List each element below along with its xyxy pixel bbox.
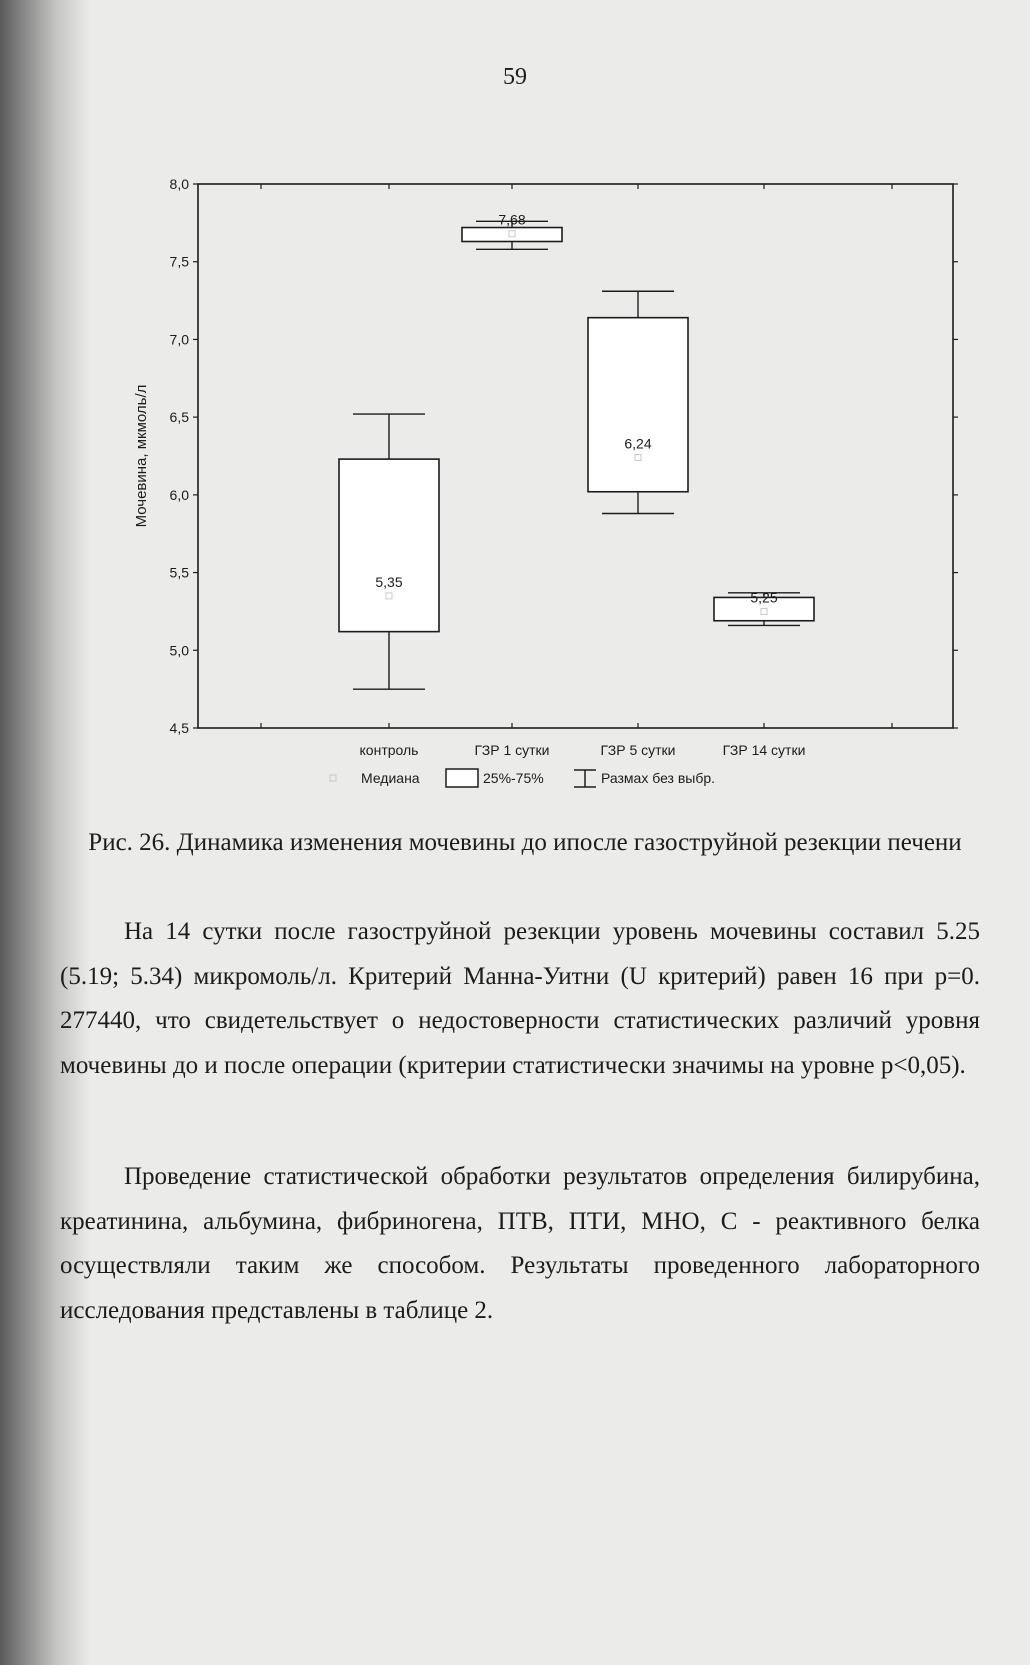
y-tick-label: 7,0 [169,331,189,348]
legend-median-label: Медиана [361,770,420,786]
x-category-label: контроль [359,742,419,758]
box-plot-chart [0,0,1030,800]
iqr-box [339,459,439,632]
y-tick-label: 6,5 [169,409,189,426]
iqr-box [462,228,562,242]
page-number: 59 [503,64,527,90]
body-paragraph-1: На 14 сутки после газоструйной резекции уровень мочевины составил 5.25 (5.19; 5.34) микромоль/л. Критерий Манна-Уитни (U критерий) равен 16 при p=0. 277440, что свидетельствует о недостоверности статистических различий уровня мочевины до и после операции (критерии статистически значимы на уровне p<0,05). [60,918,980,1079]
x-category-label: ГЗР 5 сутки [600,742,676,758]
plot-layer [133,176,958,787]
body-paragraph-2: Проведение статистической обработки результатов определения билирубина, креатинина, альбумина, фибриногена, ПТВ, ПТИ, МНО, С - реактивного белка осуществляли таким же способом. Результаты проведенного лабораторного исследования представлены в таблице 2. [60,1163,980,1324]
y-axis-label: Мочевина, мкмоль/л [133,384,150,528]
y-tick-label: 5,0 [169,642,189,659]
x-category-label: ГЗР 1 сутки [474,742,550,758]
plot-frame [198,184,953,728]
median-label: 7,68 [498,211,526,228]
y-tick-label: 5,5 [169,564,189,581]
iqr-box [588,318,688,492]
legend-box-label: 25%-75% [483,770,544,786]
median-label: 5,35 [375,573,403,590]
legend-box-swatch [446,769,478,787]
median-label: 5,25 [750,589,778,606]
y-tick-label: 6,0 [169,486,189,503]
median-label: 6,24 [624,435,652,452]
y-tick-label: 4,5 [169,720,189,736]
y-tick-label: 8,0 [169,176,189,192]
legend-whisker-label: Размах без выбр. [601,770,716,786]
legend-median-marker [330,775,336,781]
y-tick-label: 7,5 [169,253,189,270]
x-category-label: ГЗР 14 сутки [722,742,806,758]
figure-caption: Рис. 26. Динамика изменения мочевины до ипосле газоструйной резекции печени [88,829,962,856]
